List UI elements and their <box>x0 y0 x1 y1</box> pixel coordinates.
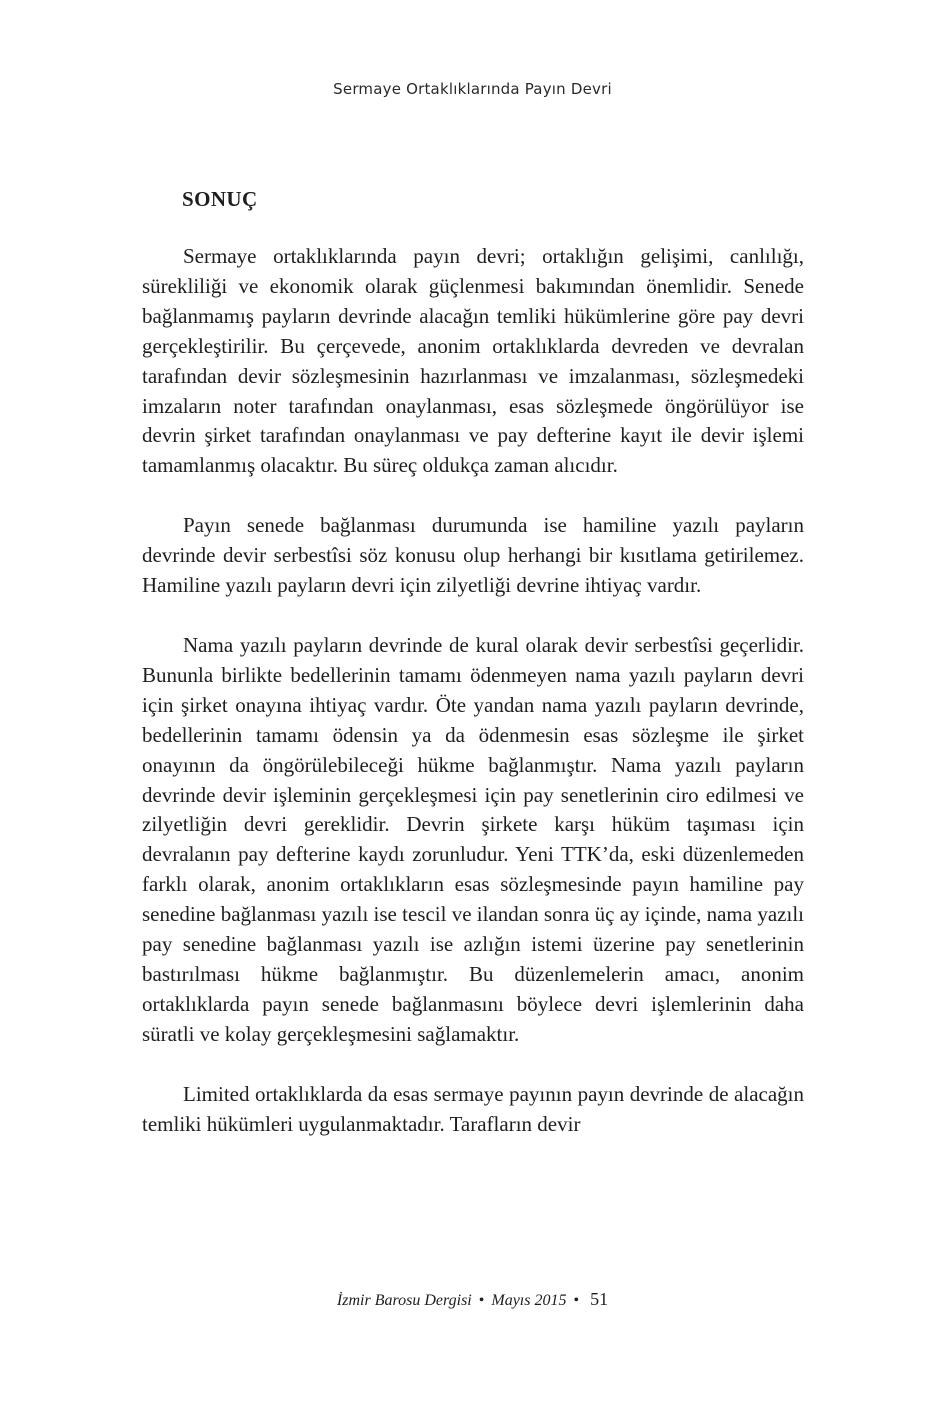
paragraph-4: Limited ortaklıklarda da esas sermaye payının payın devrinde de alacağın temliki hükümleri uygulanmaktadır. Tarafların devir <box>142 1081 804 1136</box>
paragraph-2: Payın senede bağlanması durumunda ise hamiline yazılı payların devrinde devir serbestîsi söz konusu olup herhangi bir kısıtlama getirilemez. Hamiline yazılı payların devri için zilyetliği devrine ihtiyaç vardır. <box>142 513 804 598</box>
page-footer <box>0 1289 945 1310</box>
footer-separator: • <box>478 1292 485 1309</box>
paragraph-3: Nama yazılı payların devrinde de kural olarak devir serbestîsi geçerlidir. Bununla birlikte bedellerinin tamamı ödenmeyen nama yazılı payların devri için şirket onayına ihtiyaç vardır. Öte yandan nama yazılı payların devrinde, bedellerinin tamamı ödensin ya da ödenmesin esas sözleşme ile şirket onayının da öngörülebileceği hükme bağlanmıştır. Nama yazılı payların devrinde devir işleminin gerçekleşmesi için pay senetlerinin ciro edilmesi ve zilyetliğin devri gereklidir. Devrin şirkete karşı hüküm taşıması için devralanın pay defterine kaydı zorunludur. Yeni TTK’da, eski düzenlemeden farklı olarak, anonim ortaklıkların esas sözleşmesinde payın hamiline pay senedine bağlanması yazılı ise tescil ve ilandan sonra üç ay içinde, nama yazılı pay senedine bağlanması yazılı ise azlığın istemi üzerine pay senetlerinin bastırılması hükme bağlanmıştır. Bu düzenlemelerin amacı, anonim ortaklıklarda payın senede bağlanmasını böylece devri işlemlerinin daha süratli ve kolay gerçekleşmesini sağlamaktır. <box>142 632 804 1046</box>
footer-separator: • <box>573 1292 580 1309</box>
page-number: 51 <box>590 1289 609 1309</box>
section-title: SONUÇ <box>182 187 258 211</box>
paragraph-1: Sermaye ortaklıklarında payın devri; ortaklığın gelişimi, canlılığı, sürekliliği ve ekonomik olarak güçlenmesi bakımından önemlidir. Senede bağlanmamış payların devrinde alacağın temliki hükümlerine göre pay devri gerçekleştirilir. Bu çerçevede, anonim ortaklıklarda devreden ve devralan tarafından devir sözleşmesinin hazırlanması ve imzalanması, sözleşmedeki imzaların noter tarafından onaylanması, esas sözleşmede öngörülüyor ise devrin şirket tarafından onaylanması ve pay defterine kayıt ile devir işlemi tamamlanmış olacaktır. Bu süreç oldukça zaman alıcıdır. <box>142 244 804 478</box>
footer-issue-date: Mayıs 2015 <box>491 1292 567 1309</box>
page-body <box>142 184 804 1169</box>
running-header: Sermaye Ortaklıklarında Payın Devri <box>333 80 612 98</box>
footer-journal-name: İzmir Barosu Dergisi <box>336 1292 472 1309</box>
